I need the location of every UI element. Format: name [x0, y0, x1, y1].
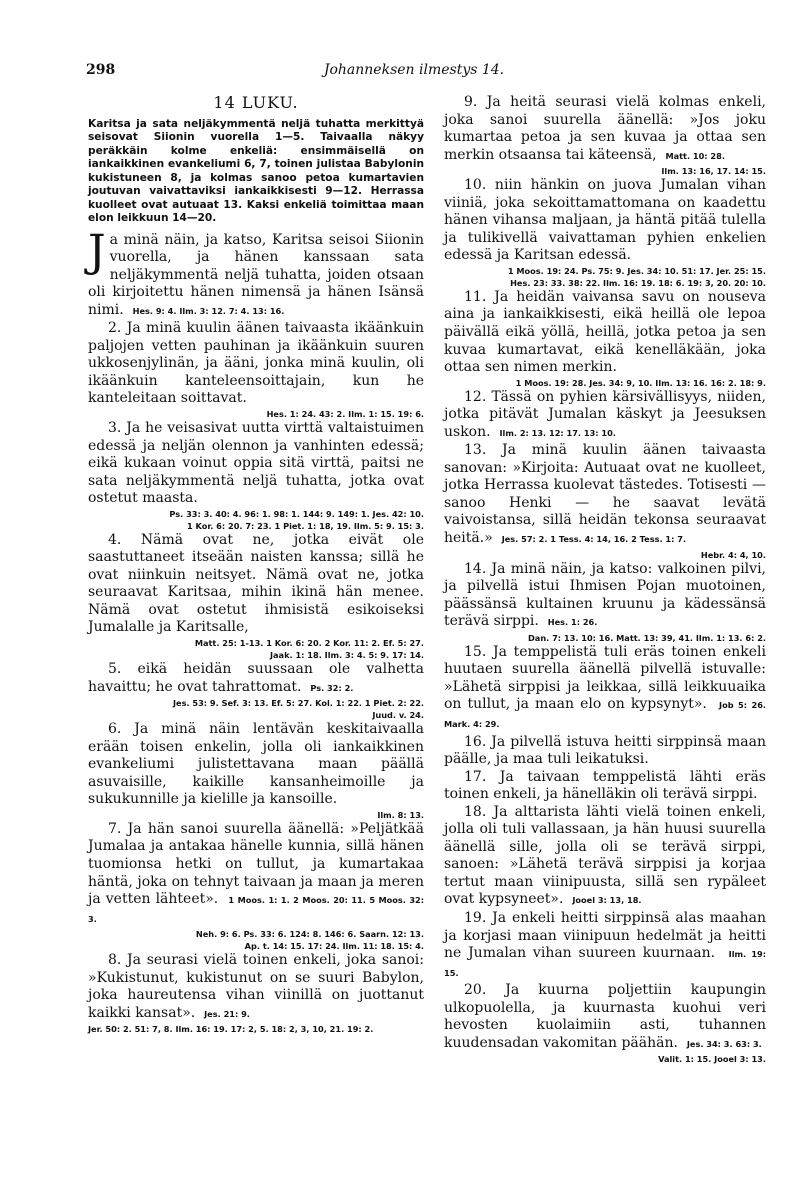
verse-text: 3. Ja he veisasivat uutta virttä valtaistuimen edessä ja neljän olennon ja vanhinten edessä; eikä kukaan voinut oppia sitä virttä, paitsi ne sata neljäkymmentä neljä tuhatta, jotka ovat ostetut maasta. — [88, 420, 424, 507]
cross-reference-line: Ap. t. 14: 15. 17: 24. Ilm. 11: 18. 15: 4. — [244, 941, 424, 952]
cross-reference-line: Hebr. 4: 4, 10. — [700, 549, 766, 560]
verse-text: 15. Ja temppelistä tuli eräs toinen enkeli huutaen suurella äänellä pilvellä istuvalle: »Lähetä sirppisi ja leikkaa, sillä leikkuuaika on tullut, ja maan elo on kypsynyt». — [444, 643, 766, 713]
verse — [444, 769, 766, 804]
verse-text: 8. Ja seurasi vielä toinen enkeli, joka sanoi: »Kukistunut, kukistunut on se suuri Babylon, joka haureutensa vihan viinillä on juottanut kaikki kansat». — [88, 952, 424, 1021]
cross-reference-line: Ps. 33: 3. 40: 4. 96: 1. 98: 1. 144: 9. 149: 1. Jes. 42: 10. — [169, 508, 424, 519]
cross-reference-line: Jes. 53: 9. Sef. 3: 13. Ef. 5: 27. Kol. 1: 22. 1 Piet. 2: 22. — [172, 698, 424, 709]
verse-text: 14. Ja minä näin, ja katso: valkoinen pilvi, ja pilvellä istui Ihmisen Pojan muotoinen, päässänsä kultainen kruunu ja kädessänsä terävä sirppi. — [444, 560, 766, 630]
verse — [444, 94, 766, 165]
cross-reference: 1 Moos. 1: 1. 2 Moos. 20: 11. 5 Moos. 32: 3. — [88, 895, 425, 924]
verse — [444, 442, 766, 548]
verse-text: 17. Ja taivaan temppelistä lähti eräs toinen enkeli, ja hänelläkin oli terävä sirppi. — [444, 768, 766, 803]
verse-text: 5. eikä heidän suussaan ole valhetta havaittu; he ovat tahrattomat. — [88, 661, 424, 695]
cross-reference: Ps. 32: 2. — [310, 682, 354, 693]
verse — [88, 721, 424, 809]
cross-reference: Hes. 9: 4. Ilm. 3: 12. 7: 4. 13: 16. — [132, 305, 285, 316]
page-header — [86, 62, 742, 82]
cross-reference-line: Valit. 1: 15. Jooel 3: 13. — [658, 1054, 766, 1065]
verse-text: 7. Ja hän sanoi suurella äänellä: »Peljätkää Jumalaa ja antakaa hänelle kunnia, sillä hänen tuomionsa hetki on tullut, ja kumartakaa häntä, joka on tehnyt taivaan ja maan ja meren ja vetten lähteet». — [88, 820, 424, 908]
cross-reference: Jooel 3: 13, 18. — [572, 895, 642, 906]
cross-reference-line: Matt. 25: 1-13. 1 Kor. 6: 20. 2 Kor. 11: 2. Ef. 5: 27. — [194, 638, 424, 649]
cross-reference-line: Neh. 9: 6. Ps. 33: 6. 124: 8. 146: 6. Saarn. 12: 13. — [195, 929, 424, 940]
verse-text: 18. Ja alttarista lähti vielä toinen enkeli, jolla oli tuli vallassaan, ja hän huusi suurella äänellä sille, jolla oli se terävä sirppi, sanoen: »Lähetä terävä sirppisi ja korjaa tertut maan viinipuusta, sillä sen rypäleet ovat kypsyneet». — [444, 803, 766, 908]
verse — [444, 289, 766, 377]
verse-text: 11. Ja heidän vaivansa savu on nouseva aina ja iankaikkisesti, eikä heillä ole lepoa päivällä eikä yöllä, heillä, jotka petoa ja sen kuvaa kumartavat, eikä kenelläkään, joka ottaa sen nimen merkin. — [444, 288, 766, 376]
verse-text: 9. Ja heitä seurasi vielä kolmas enkeli, joka sanoi suurella äänellä: »Jos joku kumartaa petoa ja sen kuvaa ja ottaa sen merkin otsaansa tai käteensä, — [444, 94, 766, 163]
verse — [444, 177, 766, 265]
cross-reference: Matt. 10: 28. — [665, 150, 725, 161]
verse — [444, 561, 766, 632]
verse-text: 13. Ja minä kuulin äänen taivaasta sanovan: »Kirjoita: Autuaat ovat ne kuolleet, jotka Herrassa kuolevat tästedes. Totisesti — sanoo Henki — he saavat levätä vaivoistansa, sillä heidän tekonsa seuraavat heitä.» — [444, 442, 766, 547]
cross-reference-line: Juud. v. 24. — [372, 710, 424, 721]
verse — [444, 910, 766, 982]
verse — [88, 532, 424, 637]
verse — [88, 420, 424, 508]
verse — [444, 389, 766, 443]
cross-reference-line: 1 Kor. 6: 20. 7: 23. 1 Piet. 1: 18, 19. Ilm. 5: 9. 15: 3. — [186, 520, 424, 531]
cross-reference: Job 5: 26. Mark. 4: 29. — [444, 700, 766, 729]
cross-reference-line: 1 Moos. 19: 28. Jes. 34: 9, 10. Ilm. 13: 16. 16: 2. 18: 9. — [515, 377, 766, 388]
cross-reference: Ilm. 19: 15. — [444, 949, 767, 978]
right-column — [444, 94, 766, 1065]
cross-reference-line: 1 Moos. 19: 24. Ps. 75: 9. Jes. 34: 10. 51: 17. Jer. 25: 15. — [507, 265, 766, 276]
running-title: Johanneksen ilmestys 14. — [323, 62, 505, 78]
verse — [444, 734, 766, 769]
cross-reference: Jes. 34: 3. 63: 3. — [686, 1038, 762, 1049]
verse — [88, 821, 424, 928]
verse-text: a minä näin, ja katso, Karitsa seisoi Siionin vuorella, ja hänen kanssaan sata neljäkymmentä neljä tuhatta, joiden otsaan oli kirjoitettu hänen nimensä ja hänen Isänsä nimi. — [88, 231, 424, 318]
chapter-summary: Karitsa ja sata neljäkymmentä neljä tuhatta merkittyä seisovat Siionin vuorella 1—5. Taivaalla näkyy peräkkäin kolme enkeliä: ensimmäisellä on iankaikkinen evankeliumi 6, 7, toinen julistaa Babylonin kukistuneen 8, ja kolmas sanoo petoa kumartavien joutuvan vaivattaviksi iankaikkisesti 9—12. Herrassa kuolleet ovat autuaat 13. Kaksi enkeliä toimittaa maan elon leikkuun 14—20. — [88, 117, 424, 225]
verse-text: 2. Ja minä kuulin äänen taivaasta ikäänkuin paljojen vetten pauhinan ja ikäänkuin suuren ukkosenjylinän, ja ääni, jonka minä kuulin, oli ikäänkuin kanteleensoittajain, kun he kanteleitaan soittavat. — [88, 320, 424, 407]
left-column — [88, 94, 424, 1035]
chapter-title: 14 LUKU. — [213, 93, 299, 112]
verse — [444, 644, 766, 734]
cross-reference: Hes. 1: 26. — [547, 617, 598, 628]
cross-reference-line: Jaak. 1: 18. Ilm. 3: 4. 5: 9. 17: 14. — [269, 650, 424, 661]
verse — [444, 804, 766, 910]
verse-text: 19. Ja enkeli heitti sirppinsä alas maahan ja korjasi maan viinipuun hedelmät ja heitti ne Jumalan vihan suureen kuurnaan. — [444, 909, 766, 962]
cross-reference: Jes. 57: 2. 1 Tess. 4: 14, 16. 2 Tess. 1: 7. — [501, 534, 687, 545]
verse — [88, 320, 424, 408]
verse — [88, 661, 424, 697]
cross-reference-line: Jer. 50: 2. 51: 7, 8. Ilm. 16: 19. 17: 2, 5. 18: 2, 3, 10, 21. 19: 2. — [88, 1024, 374, 1035]
verse-text: 4. Nämä ovat ne, jotka eivät ole saastuttaneet itseään naisten kanssa; sillä he ovat niinkuin neitsyet. Nämä ovat ne, jotka seuraavat Karitsaa, mihin ikinä hän menee. Nämä ovat ostetut ihmisistä esikoiseksi Jumalalle ja Karitsalle, — [88, 531, 424, 636]
verse — [88, 952, 424, 1023]
cross-reference: Jes. 21: 9. — [204, 1008, 250, 1019]
verse-text: 10. niin hänkin on juova Jumalan vihan viiniä, joka sekoittamattomana on kaadettu hänen vihansa maljaan, ja häntä pitää tulella ja tulikivellä vaivattaman pyhien enkelien edessä ja Karitsan edessä. — [444, 177, 766, 264]
verse-text: 12. Tässä on pyhien kärsivällisyys, niiden, jotka pitävät Jumalan käskyt ja Jeesuksen uskon. — [444, 388, 766, 440]
cross-reference-line: Dan. 7: 13. 10: 16. Matt. 13: 39, 41. Ilm. 1: 13. 6: 2. — [528, 632, 766, 643]
verse-text: 16. Ja pilvellä istuva heitti sirppinsä maan päälle, ja maa tuli leikatuksi. — [444, 733, 766, 768]
cross-reference-line: Hes. 23: 33. 38: 22. Ilm. 16: 19. 18: 6. 19: 3, 20. 20: 10. — [510, 277, 766, 288]
verse — [444, 982, 766, 1053]
drop-initial: J — [88, 225, 106, 277]
verse-text: 20. Ja kuurna poljettiin kaupungin ulkopuolella, ja kuurnasta kuohui veri hevosten kuolaimiin asti, tuhannen kuudensadan vakomitan päähän. — [444, 982, 766, 1051]
page-number: 298 — [86, 62, 116, 78]
verse — [88, 225, 424, 321]
verse-text: 6. Ja minä näin lentävän keskitaivaalla erään toisen enkelin, jolla oli iankaikkinen evankeliumi julistettavana maan päällä asuvaisille, kaikille kansanheimoille ja sukukunnille ja kielille ja kansoille. — [88, 721, 424, 808]
cross-reference: Ilm. 2: 13. 12: 17. 13: 10. — [499, 427, 616, 438]
cross-reference-line: Hes. 1: 24. 43: 2. Ilm. 1: 15. 19: 6. — [266, 409, 424, 420]
cross-reference-line: Ilm. 8: 13. — [377, 809, 424, 820]
cross-reference-line: Ilm. 13: 16, 17. 14: 15. — [661, 166, 766, 177]
